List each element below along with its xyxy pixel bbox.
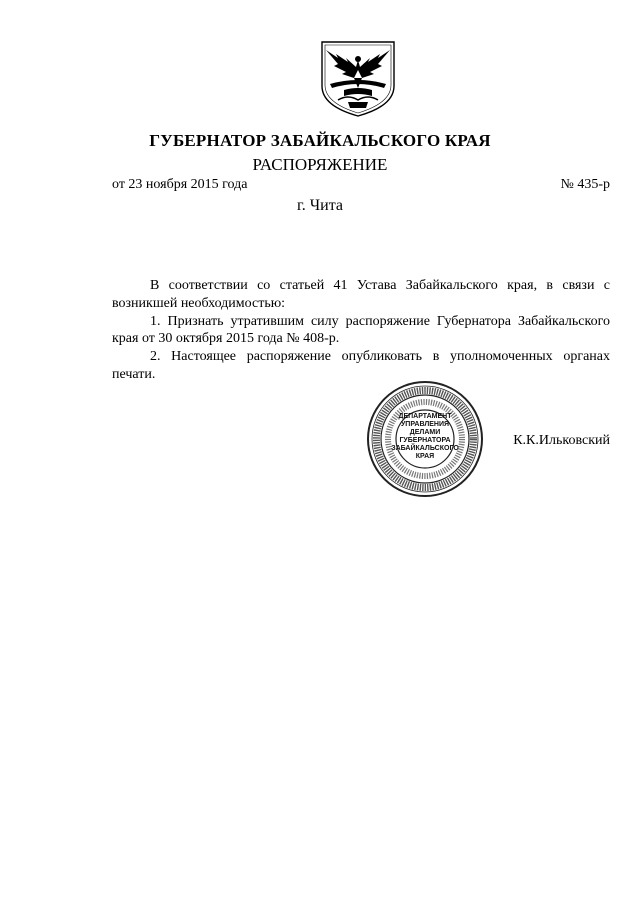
stamp-line-1: ДЕПАРТАМЕНТ <box>398 413 452 420</box>
signatory-name: К.К.Ильковский <box>513 433 610 448</box>
paragraph-item-2: 2. Настоящее распоряжение опубликовать в уполномоченных органах печати. <box>112 349 610 382</box>
stamp-line-4: ГУБЕРНАТОРА <box>399 437 451 444</box>
document-number: № 435-р <box>560 177 610 192</box>
paragraph-item-1: 1. Признать утратившим силу распоряжение Губернатора Забайкальского края от 30 октября 2015 года № 408-р. <box>112 313 610 347</box>
stamp-line-5: ЗАБАЙКАЛЬСКОГО <box>391 445 459 452</box>
stamp-line-2: УПРАВЛЕНИЯ <box>400 421 450 428</box>
document-type: РАСПОРЯЖЕНИЕ <box>252 155 388 174</box>
stamp-line-3: ДЕЛАМИ <box>409 429 441 436</box>
governor-title: ГУБЕРНАТОР ЗАБАЙКАЛЬСКОГО КРАЯ <box>149 131 491 150</box>
stamp-line-6: КРАЯ <box>415 453 435 460</box>
document-date: от 23 ноября 2015 года <box>112 177 248 192</box>
paragraph-preamble: В соответствии со статьей 41 Устава Забайкальского края, в связи с возникшей необходимостью: <box>112 278 610 311</box>
document-body <box>112 277 610 384</box>
coat-of-arms-icon <box>318 40 398 118</box>
document-city: г. Чита <box>296 197 343 214</box>
official-seal-stamp <box>366 380 484 498</box>
